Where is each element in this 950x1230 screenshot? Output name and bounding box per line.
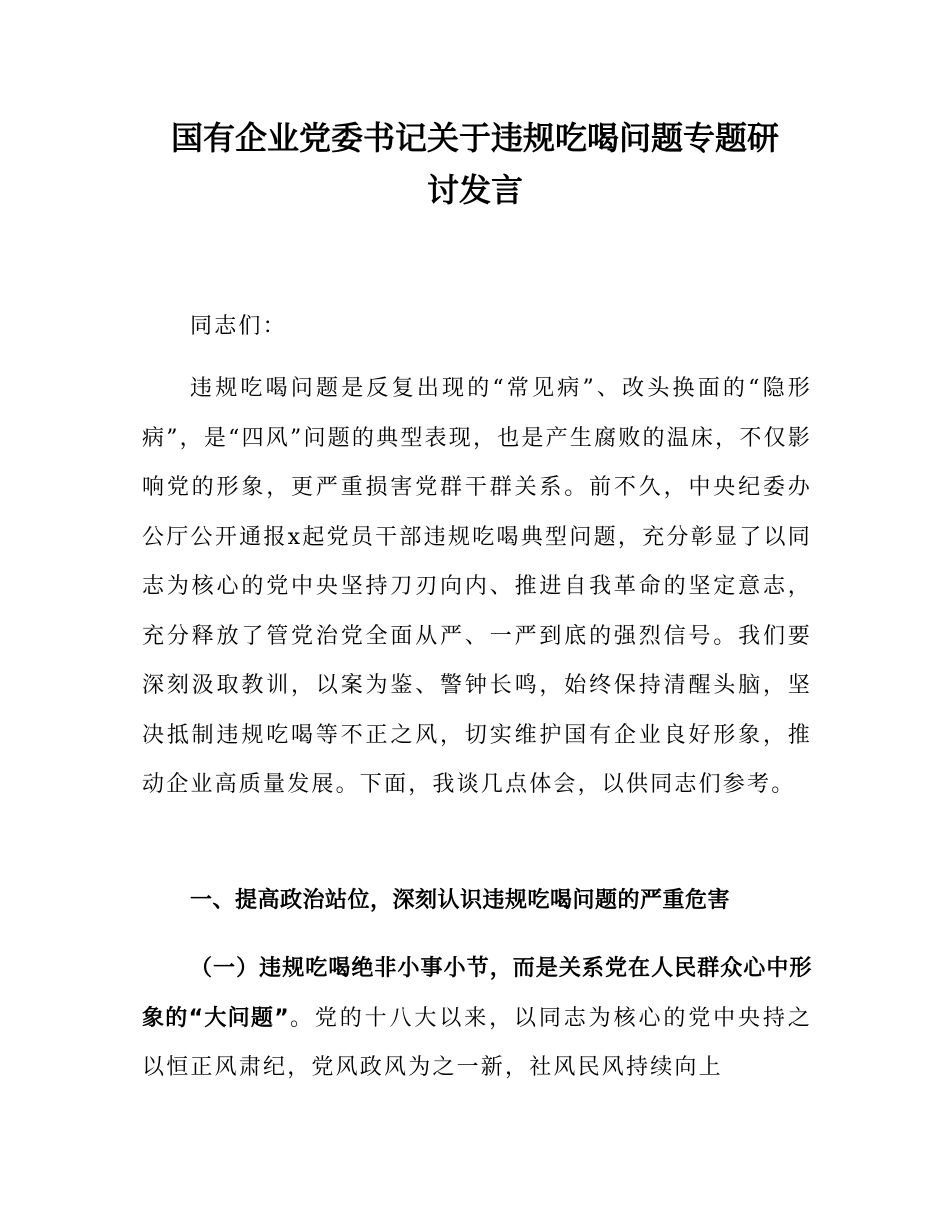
section-heading-1: 一、提高政治站位，深刻认识违规吃喝问题的严重危害 xyxy=(190,888,731,913)
subsection-body-1: 。党的十八大以来，以同志为核心的党中央持之以恒正风肃纪，党风政风为之一新，社风民风持续向上 xyxy=(142,1005,813,1080)
document-title xyxy=(120,112,830,216)
title-line-2: 讨发言 xyxy=(426,171,523,209)
subsection-heading-1: （一）违规吃喝绝非小事小节，而是关系党在人民群众心中形象的“大问题” xyxy=(142,956,812,1031)
intro-paragraph: 违规吃喝问题是反复出现的“常见病”、改头换面的“隐形病”，是“四风”问题的典型表现，也是产生腐败的温床，不仅影响党的形象，更严重损害党群干群关系。前不久，中央纪委办公厅公开通报x起党员干部违规吃喝典型问题，充分彰显了以同志为核心的党中央坚持刀刃向内、推进自我革命的坚定意志，充分释放了管党治党全面从严、一严到底的强烈信号。我们要深刻汲取教训，以案为鉴、警钟长鸣，始终保持清醒头脑，坚决抵制违规吃喝等不正之风，切实维护国有企业良好形象，推动企业高质量发展。下面，我谈几点体会，以供同志们参考。 xyxy=(142,376,812,797)
greeting: 同志们： xyxy=(190,314,287,339)
title-line-1: 国有企业党委书记关于违规吃喝问题专题研 xyxy=(170,119,779,157)
subsection-paragraph-1 xyxy=(142,944,812,1093)
